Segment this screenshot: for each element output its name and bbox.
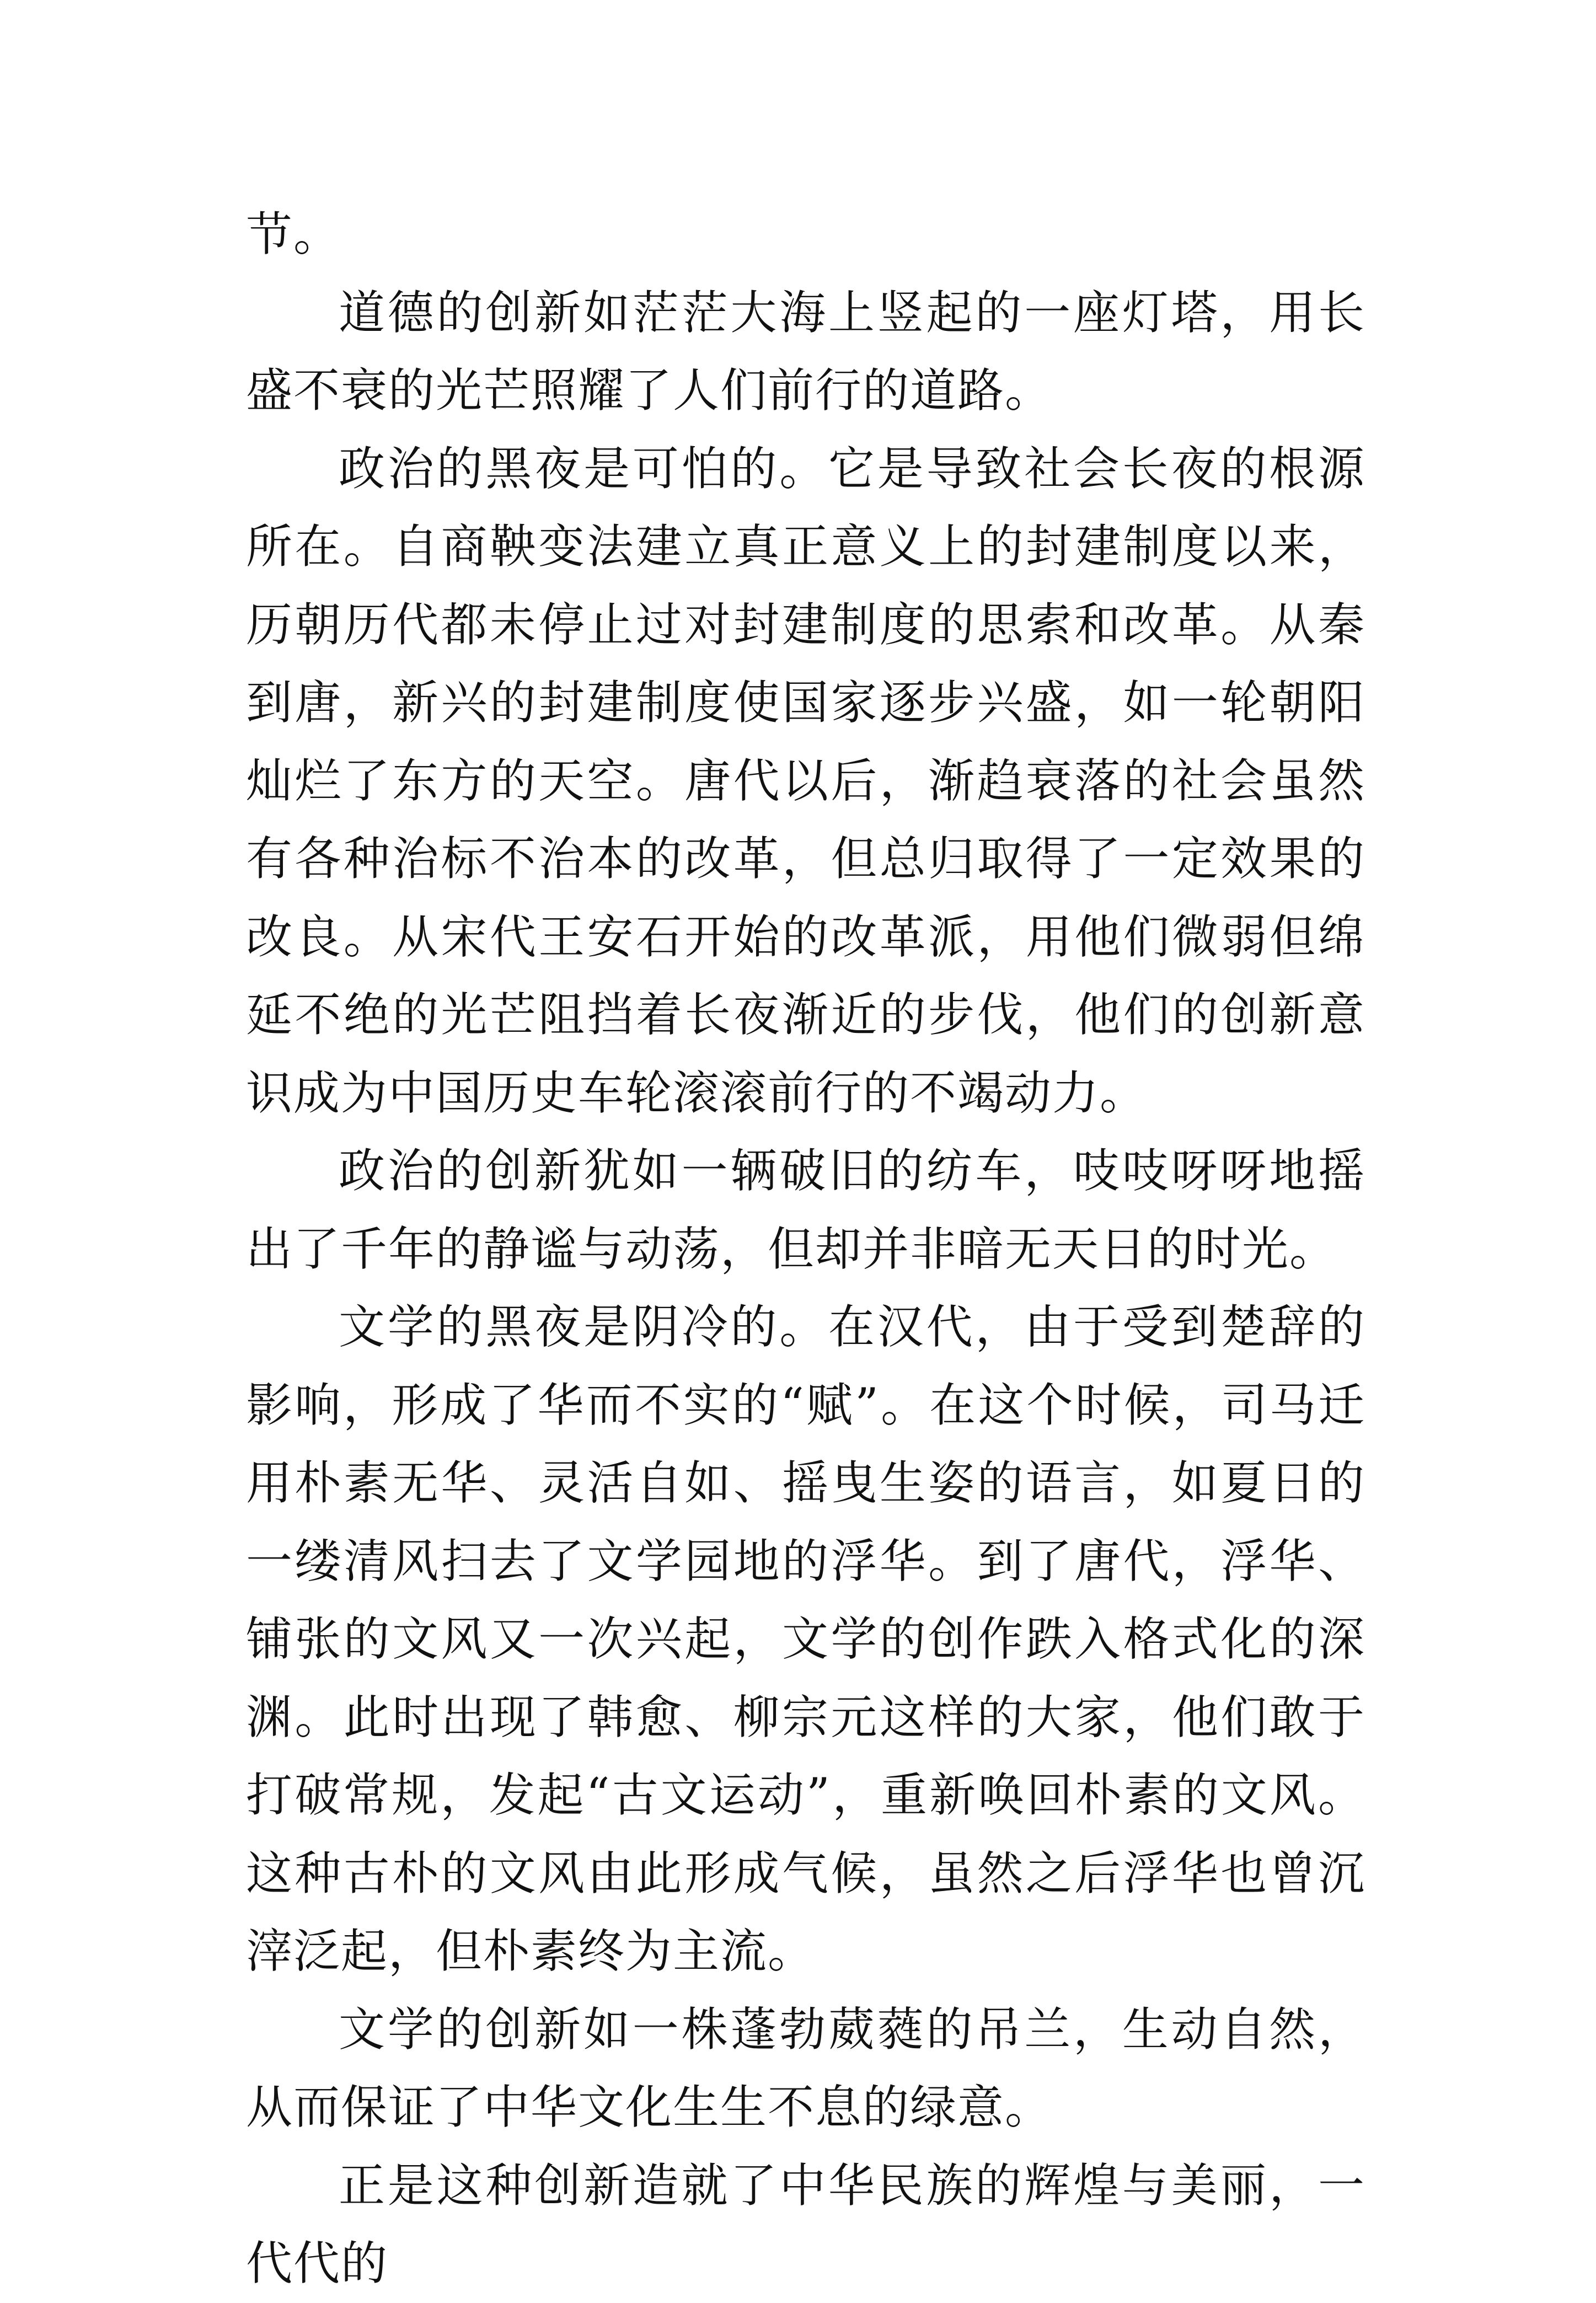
paragraph-continuation: 节。 bbox=[246, 207, 341, 261]
paragraph-literary-night: 文学的黑夜是阴冷的。在汉代，由于受到楚辞的影响，形成了华而不实的“赋”。在这个时候，司马迁用朴素无华、灵活自如、摇曳生姿的语言，如夏日的一缕清风扫去了文学园地的浮华。到了唐代，浮华、铺张的文风又一次兴起，文学的创作跌入格式化的深渊。此时出现了韩愈、柳宗元这样的大家，他们敢于打破常规，发起“古文运动”，重新唤回朴素的文风。这种古朴的文风由此形成气候，虽然之后浮华也曾沉滓泛起，但朴素终为主流。 bbox=[246, 1300, 1365, 1978]
paragraph-literary-innovation: 文学的创新如一株蓬勃葳蕤的吊兰，生动自然，从而保证了中华文化生生不息的绿意。 bbox=[246, 2002, 1365, 2134]
paragraph-conclusion-start: 正是这种创新造就了中华民族的辉煌与美丽，一代代的 bbox=[246, 2158, 1365, 2290]
paragraph-moral-innovation: 道德的创新如茫茫大海上竖起的一座灯塔，用长盛不衰的光芒照耀了人们前行的道路。 bbox=[246, 285, 1365, 417]
paragraph-political-innovation: 政治的创新犹如一辆破旧的纺车，吱吱呀呀地摇出了千年的静谧与动荡，但却并非暗无天日的时光。 bbox=[246, 1144, 1365, 1276]
essay-body bbox=[246, 196, 1365, 2303]
paragraph-political-night: 政治的黑夜是可怕的。它是导致社会长夜的根源所在。自商鞅变法建立真正意义上的封建制度以来，历朝历代都未停止过对封建制度的思索和改革。从秦到唐，新兴的封建制度使国家逐步兴盛，如一轮朝阳灿烂了东方的天空。唐代以后，渐趋衰落的社会虽然有各种治标不治本的改革，但总归取得了一定效果的改良。从宋代王安石开始的改革派，用他们微弱但绵延不绝的光芒阻挡着长夜渐近的步伐，他们的创新意识成为中国历史车轮滚滚前行的不竭动力。 bbox=[246, 441, 1365, 1120]
